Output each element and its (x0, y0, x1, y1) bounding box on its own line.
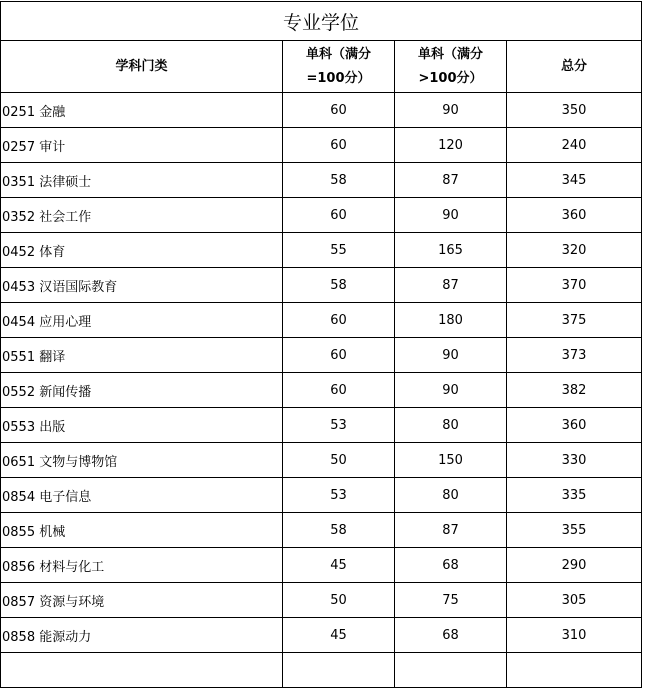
subject-cell: 0351 法律硕士 (1, 163, 283, 198)
total-cell: 330 (507, 443, 642, 478)
single-eq-100-cell: 58 (283, 513, 395, 548)
single-eq-100-cell: 45 (283, 618, 395, 653)
single-gt-100-cell: 120 (395, 128, 507, 163)
single-gt-100-cell: 87 (395, 163, 507, 198)
single-eq-100-cell: 58 (283, 163, 395, 198)
single-eq-100-cell: 50 (283, 443, 395, 478)
table-row (1, 373, 642, 408)
table-row (1, 408, 642, 443)
table-row (1, 478, 642, 513)
total-cell: 373 (507, 338, 642, 373)
subject-cell: 0251 金融 (1, 93, 283, 128)
table-row (1, 548, 642, 583)
header-total: 总分 (507, 41, 642, 93)
single-eq-100-cell: 55 (283, 233, 395, 268)
total-cell: 310 (507, 618, 642, 653)
subject-cell (1, 653, 283, 688)
single-gt-100-cell (395, 653, 507, 688)
subject-cell: 0553 出版 (1, 408, 283, 443)
table-row (1, 653, 642, 688)
table-row (1, 233, 642, 268)
table-row (1, 303, 642, 338)
subject-cell: 0552 新闻传播 (1, 373, 283, 408)
single-eq-100-cell (283, 653, 395, 688)
table-row (1, 513, 642, 548)
subject-cell: 0855 机械 (1, 513, 283, 548)
total-cell: 345 (507, 163, 642, 198)
single-gt-100-cell: 87 (395, 268, 507, 303)
single-eq-100-cell: 60 (283, 128, 395, 163)
subject-cell: 0854 电子信息 (1, 478, 283, 513)
total-cell (507, 653, 642, 688)
header-single-gt-100-line2: >100分） (418, 70, 483, 86)
total-cell: 375 (507, 303, 642, 338)
subject-cell: 0352 社会工作 (1, 198, 283, 233)
single-eq-100-cell: 45 (283, 548, 395, 583)
table-row (1, 163, 642, 198)
total-cell: 335 (507, 478, 642, 513)
table-title: 专业学位 (1, 2, 642, 41)
total-cell: 350 (507, 93, 642, 128)
single-gt-100-cell: 80 (395, 478, 507, 513)
table-row (1, 128, 642, 163)
subject-cell: 0857 资源与环境 (1, 583, 283, 618)
single-eq-100-cell: 53 (283, 408, 395, 443)
table-row (1, 198, 642, 233)
total-cell: 370 (507, 268, 642, 303)
total-cell: 360 (507, 408, 642, 443)
header-row (1, 41, 642, 93)
table-row (1, 583, 642, 618)
table-row (1, 338, 642, 373)
table-row (1, 93, 642, 128)
single-gt-100-cell: 180 (395, 303, 507, 338)
header-single-eq-100 (283, 41, 395, 93)
subject-cell: 0651 文物与博物馆 (1, 443, 283, 478)
header-single-gt-100-line1: 单科（满分 (417, 46, 483, 62)
subject-cell: 0551 翻译 (1, 338, 283, 373)
single-eq-100-cell: 60 (283, 338, 395, 373)
single-gt-100-cell: 165 (395, 233, 507, 268)
header-subject: 学科门类 (1, 41, 283, 93)
subject-cell: 0452 体育 (1, 233, 283, 268)
total-cell: 360 (507, 198, 642, 233)
table-row (1, 618, 642, 653)
single-gt-100-cell: 75 (395, 583, 507, 618)
single-gt-100-cell: 90 (395, 93, 507, 128)
single-eq-100-cell: 50 (283, 583, 395, 618)
header-single-gt-100 (395, 41, 507, 93)
total-cell: 290 (507, 548, 642, 583)
single-eq-100-cell: 60 (283, 303, 395, 338)
single-gt-100-cell: 80 (395, 408, 507, 443)
table-row (1, 268, 642, 303)
total-cell: 355 (507, 513, 642, 548)
single-eq-100-cell: 60 (283, 198, 395, 233)
score-table (0, 1, 642, 688)
single-gt-100-cell: 68 (395, 618, 507, 653)
single-eq-100-cell: 53 (283, 478, 395, 513)
score-table-container (0, 1, 642, 688)
total-cell: 382 (507, 373, 642, 408)
single-eq-100-cell: 60 (283, 93, 395, 128)
single-gt-100-cell: 90 (395, 373, 507, 408)
table-row (1, 443, 642, 478)
subject-cell: 0454 应用心理 (1, 303, 283, 338)
single-gt-100-cell: 150 (395, 443, 507, 478)
total-cell: 240 (507, 128, 642, 163)
title-row (1, 2, 642, 41)
header-single-eq-100-line1: 单科（满分 (305, 46, 371, 62)
single-gt-100-cell: 90 (395, 198, 507, 233)
single-gt-100-cell: 68 (395, 548, 507, 583)
single-gt-100-cell: 87 (395, 513, 507, 548)
header-single-eq-100-line2: =100分） (306, 70, 371, 86)
single-eq-100-cell: 60 (283, 373, 395, 408)
subject-cell: 0453 汉语国际教育 (1, 268, 283, 303)
subject-cell: 0257 审计 (1, 128, 283, 163)
subject-cell: 0856 材料与化工 (1, 548, 283, 583)
subject-cell: 0858 能源动力 (1, 618, 283, 653)
single-eq-100-cell: 58 (283, 268, 395, 303)
single-gt-100-cell: 90 (395, 338, 507, 373)
total-cell: 320 (507, 233, 642, 268)
total-cell: 305 (507, 583, 642, 618)
